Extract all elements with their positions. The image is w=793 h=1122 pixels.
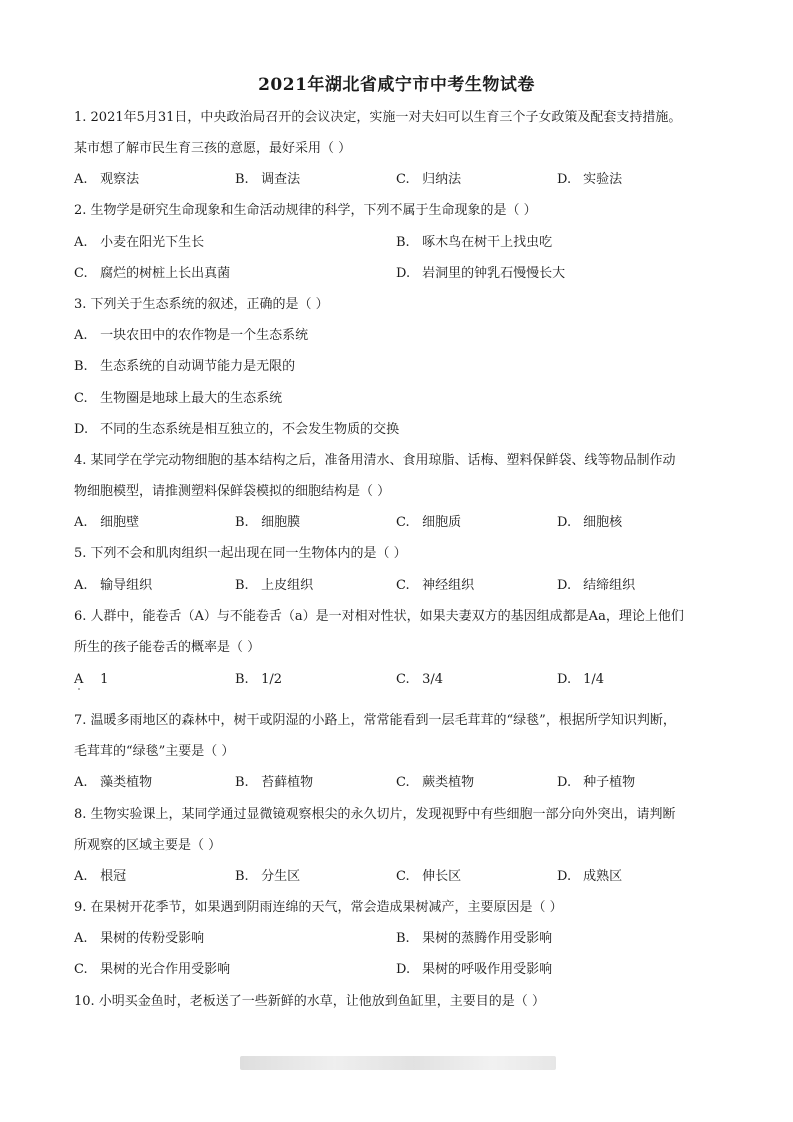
question-3-option-c	[74, 389, 282, 409]
question-4-option-b	[235, 513, 300, 533]
question-4-option-d	[557, 513, 622, 533]
option-text: 1/4	[583, 672, 605, 687]
question-1-option-d	[557, 170, 622, 190]
option-letter: D.	[74, 422, 89, 437]
question-4-option-a	[74, 513, 139, 533]
question-6-option-d	[557, 670, 604, 690]
option-text: 成熟区	[583, 869, 623, 884]
question-3-option-d	[74, 420, 399, 440]
option-text: 岩洞里的钟乳石慢慢长大	[422, 266, 566, 281]
option-letter: C.	[396, 775, 410, 790]
question-7-option-c	[396, 773, 474, 793]
question-5-option-b	[235, 576, 313, 596]
question-8-option-c	[396, 867, 461, 887]
option-text: 细胞核	[583, 515, 623, 530]
question-3-option-a	[74, 326, 308, 346]
option-letter: D.	[557, 672, 572, 687]
option-text: 伸长区	[422, 869, 462, 884]
option-letter: C.	[396, 515, 410, 530]
question-2-option-b	[396, 233, 552, 253]
question-2-option-c	[74, 264, 230, 284]
option-text: 根冠	[100, 869, 127, 884]
question-7-option-d	[557, 773, 635, 793]
option-letter: C.	[396, 578, 410, 593]
option-text: 输导组织	[100, 578, 153, 593]
option-text: 1	[100, 672, 109, 687]
question-7-line-1: 7. 温暖多雨地区的森林中，树干或阴湿的小路上，常常能看到一层毛茸茸的“绿毯”，根据所学知识判断，	[74, 713, 676, 728]
option-text: 苔藓植物	[261, 775, 314, 790]
exam-title: 2021年湖北省咸宁市中考生物试卷	[258, 75, 535, 95]
question-7-line-2: 毛茸茸的“绿毯”主要是（ ）	[74, 744, 235, 759]
option-letter: D.	[557, 775, 572, 790]
option-letter: B.	[235, 172, 249, 187]
scan-dot	[78, 688, 80, 690]
question-8-line-1: 8. 生物实验课上，某同学通过显微镜观察根尖的永久切片，发现视野中有些细胞一部分向外突出，请判断	[74, 807, 676, 822]
question-3-line-1: 3. 下列关于生态系统的叙述，正确的是（ ）	[74, 297, 329, 312]
option-text: 蕨类植物	[422, 775, 475, 790]
question-8-line-2: 所观察的区域主要是（ ）	[74, 838, 222, 853]
option-letter: B.	[74, 359, 88, 374]
question-5-option-a	[74, 576, 152, 596]
question-3-option-b	[74, 357, 295, 377]
option-letter: D.	[557, 578, 572, 593]
question-4-line-2: 物细胞模型，请推测塑料保鲜袋模拟的细胞结构是（ ）	[74, 484, 391, 499]
option-letter: A.	[74, 515, 88, 530]
question-9-option-c	[74, 960, 230, 980]
question-5-option-c	[396, 576, 474, 596]
question-10-line-1: 10. 小明买金鱼时，老板送了一些新鲜的水草，让他放到鱼缸里，主要目的是（ ）	[74, 994, 545, 1009]
option-text: 果树的呼吸作用受影响	[422, 962, 553, 977]
option-letter: A.	[74, 775, 88, 790]
option-letter: C.	[396, 172, 410, 187]
option-text: 细胞壁	[100, 515, 140, 530]
question-6-line-1: 6. 人群中，能卷舌（A）与不能卷舌（a）是一对相对性状，如果夫妻双方的基因组成都是Aa，理论上他们	[74, 609, 684, 624]
option-letter: A.	[74, 931, 88, 946]
option-text: 3/4	[422, 672, 444, 687]
option-letter: D.	[396, 962, 411, 977]
question-9-option-a	[74, 929, 204, 949]
option-text: 神经组织	[422, 578, 475, 593]
question-2-line-1: 2. 生物学是研究生命现象和生命活动规律的科学，下列不属于生命现象的是（ ）	[74, 203, 537, 218]
option-text: 分生区	[261, 869, 301, 884]
option-letter: D.	[396, 266, 411, 281]
option-letter: B.	[235, 578, 249, 593]
option-text: 藻类植物	[100, 775, 153, 790]
question-8-option-b	[235, 867, 300, 887]
option-letter: B.	[396, 931, 410, 946]
option-text: 果树的光合作用受影响	[100, 962, 231, 977]
option-letter: B.	[235, 869, 249, 884]
option-text: 生物圈是地球上最大的生态系统	[100, 391, 283, 406]
question-1-option-a	[74, 170, 139, 190]
option-letter: B.	[235, 775, 249, 790]
option-letter: C.	[74, 391, 88, 406]
question-2-option-d	[396, 264, 565, 284]
question-6-line-2: 所生的孩子能卷舌的概率是（ ）	[74, 640, 261, 655]
option-text: 归纳法	[422, 172, 462, 187]
option-text: 1/2	[261, 672, 283, 687]
option-text: 观察法	[100, 172, 140, 187]
question-8-option-d	[557, 867, 622, 887]
option-text: 细胞膜	[261, 515, 301, 530]
option-text: 上皮组织	[261, 578, 314, 593]
option-text: 细胞质	[422, 515, 462, 530]
option-letter: C.	[74, 266, 88, 281]
question-7-option-b	[235, 773, 313, 793]
option-text: 果树的蒸腾作用受影响	[422, 931, 553, 946]
question-9-option-d	[396, 960, 552, 980]
option-text: 小麦在阳光下生长	[100, 235, 205, 250]
question-1-line-2: 某市想了解市民生育三孩的意愿，最好采用（ ）	[74, 141, 352, 156]
option-letter: D.	[557, 515, 572, 530]
option-letter: A.	[74, 235, 88, 250]
question-1-option-b	[235, 170, 300, 190]
question-6-option-a	[74, 670, 108, 690]
question-2-option-a	[74, 233, 204, 253]
option-letter: C.	[396, 672, 410, 687]
option-letter: B.	[396, 235, 410, 250]
blurred-footer-watermark	[240, 1056, 556, 1070]
question-6-option-b	[235, 670, 282, 690]
question-6-option-c	[396, 670, 443, 690]
option-letter: C.	[396, 869, 410, 884]
question-1-line-1: 1. 2021年5月31日，中央政治局召开的会议决定，实施一对夫妇可以生育三个子女政策及配套支持措施。	[74, 110, 682, 125]
question-7-option-a	[74, 773, 152, 793]
option-letter: A	[74, 672, 84, 687]
question-5-option-d	[557, 576, 635, 596]
question-9-line-1: 9. 在果树开花季节，如果遇到阴雨连绵的天气，常会造成果树减产，主要原因是（ ）	[74, 900, 563, 915]
option-text: 种子植物	[583, 775, 636, 790]
option-letter: A.	[74, 869, 88, 884]
option-letter: D.	[557, 172, 572, 187]
question-8-option-a	[74, 867, 126, 887]
option-text: 果树的传粉受影响	[100, 931, 205, 946]
question-4-option-c	[396, 513, 461, 533]
question-1-option-c	[396, 170, 461, 190]
option-text: 结缔组织	[583, 578, 636, 593]
option-text: 实验法	[583, 172, 623, 187]
option-letter: A.	[74, 172, 88, 187]
option-letter: B.	[235, 672, 249, 687]
option-letter: C.	[74, 962, 88, 977]
option-letter: A.	[74, 328, 88, 343]
question-9-option-b	[396, 929, 552, 949]
option-letter: B.	[235, 515, 249, 530]
option-text: 腐烂的树桩上长出真菌	[100, 266, 231, 281]
question-4-line-1: 4. 某同学在学完动物细胞的基本结构之后，准备用清水、食用琼脂、话梅、塑料保鲜袋、线等物品制作动	[74, 453, 676, 468]
option-text: 一块农田中的农作物是一个生态系统	[100, 328, 309, 343]
option-text: 调查法	[261, 172, 301, 187]
question-5-line-1: 5. 下列不会和肌肉组织一起出现在同一生物体内的是（ ）	[74, 546, 407, 561]
option-text: 生态系统的自动调节能力是无限的	[100, 359, 296, 374]
option-letter: A.	[74, 578, 88, 593]
option-text: 不同的生态系统是相互独立的，不会发生物质的交换	[100, 422, 400, 437]
option-letter: D.	[557, 869, 572, 884]
option-text: 啄木鸟在树干上找虫吃	[422, 235, 553, 250]
